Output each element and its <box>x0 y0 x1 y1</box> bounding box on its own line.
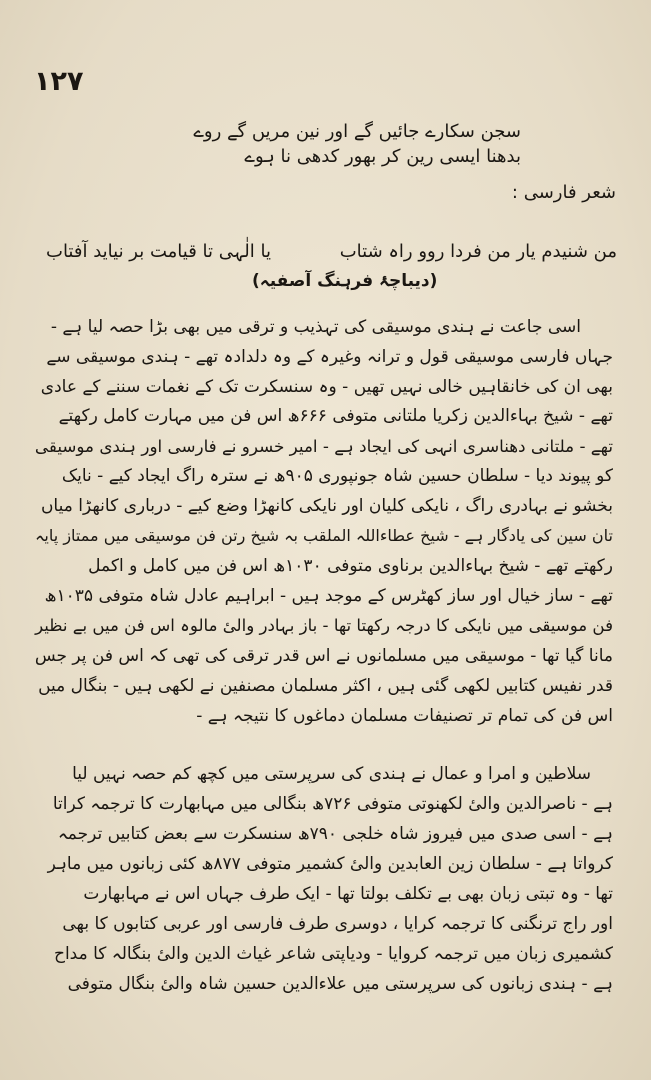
verse-line: سجن سکارے جائیں گے اور نین مریں گے روے <box>193 121 521 142</box>
paragraph-line: تھے - ساز خیال اور ساز کھٹرس کے موجد ہیں - ابراہیم عادل شاہ متوفی ۱۰۳۵ھ <box>44 586 613 606</box>
paragraph-line: اور راج ترنگنی کا ترجمہ کرایا ، دوسری طرف فارسی اور عربی کتابوں کا بھی <box>62 914 613 934</box>
persian-hemistich-left: یا الٰہی تا قیامت بر نیاید آفتاب <box>46 241 271 262</box>
source-reference: (دیباچۂ فرہنگ آصفیہ) <box>252 271 438 291</box>
verse-line: بدھنا ایسی رین کر بھور کدھی نا ہوے <box>244 146 521 167</box>
persian-hemistich-right: من شنیدم یار من فردا روو راہ شتاب <box>339 241 617 262</box>
paragraph-line: تھا - وہ تبتی زبان بھی بے تکلف بولتا تھا - ایک طرف جہاں اس نے مہابھارت <box>83 884 613 904</box>
paragraph-line: مانا گیا تھا - موسیقی میں مسلمانوں نے اس قدر ترقی کی تھی کہ اس فن پر جس <box>34 646 613 666</box>
paragraph-line: اسی جاعت نے ہندی موسیقی کی تہذیب و ترقی میں بھی بڑا حصہ لیا ہے - <box>50 317 581 337</box>
paragraph-line: ہے - ناصرالدین والیٔ لکھنوتی متوفی ۷۲۶ھ بنگالی میں مہابھارت کا ترجمہ کراتا <box>52 794 613 814</box>
paragraph-line: تھے - شیخ بہاءالدین زکریا ملتانی متوفی ۶۶۶ھ اس فن میں مہارت کامل رکھتے <box>58 406 613 426</box>
paragraph-line: رکھتے تھے - شیخ بہاءالدین برناوی متوفی ۱۰۳۰ھ اس فن میں کامل و اکمل <box>88 556 613 576</box>
paragraph-line: تھے - ملتانی دھناسری انہی کی ایجاد ہے - امیر خسرو نے فارسی اور ہندی موسیقی <box>34 436 613 456</box>
paragraph-line: کرواتا ہے - سلطان زین العابدین والیٔ کشمیر متوفی ۸۷۷ھ کئی زبانوں میں ماہر <box>47 854 613 874</box>
paragraph-line: ہے - اسی صدی میں فیروز شاہ خلجی ۷۹۰ھ سنسکرت سے بعض کتابیں ترجمہ <box>57 824 613 844</box>
paragraph-line: قدر نفیس کتابیں لکھی گئی ہیں ، اکثر مسلمان مصنفین نے لکھی ہیں - بنگال میں <box>38 676 613 696</box>
paragraph-line: جہاں فارسی موسیقی قول و ترانہ وغیرہ کے وہ دلدادہ تھے - ہندی موسیقی سے <box>46 347 613 367</box>
paragraph-line: کو پیوند دیا - سلطان حسین شاہ جونپوری ۹۰۵ھ نے سترہ راگ ایجاد کیے - نایک <box>61 466 613 486</box>
paragraph-line: اس فن کی تمام تر تصنیفات مسلمان دماغوں کا نتیجہ ہے - <box>196 706 613 726</box>
paragraph-line: ہے - ہندی زبانوں کی سرپرستی میں علاءالدین حسین شاہ والیٔ بنگال متوفی <box>67 974 613 994</box>
paragraph-line: بھی ان کی خانقاہیں خالی نہیں تھیں - وہ سنسکرت تک کے نغمات سننے کے عادی <box>40 377 613 397</box>
paragraph-line: سلاطین و امرا و عمال نے ہندی کی سرپرستی میں کچھ کم حصہ نہیں لیا <box>72 764 591 784</box>
paragraph-line: تان سین کی یادگار ہے - شیخ عطاءاللہ الملقب بہ شیخ رتن فن موسیقی میں ممتاز پایہ <box>35 526 613 545</box>
paragraph-line: فن موسیقی میں نایکی کا درجہ رکھتا تھا - باز بہادر والیٔ مالوہ اس فن میں بے نظیر <box>35 616 613 635</box>
persian-heading: شعر فارسی : <box>511 182 616 203</box>
paragraph-line: کشمیری زبان میں ترجمہ کروایا - ودیاپتی شاعر غیاث الدین والیٔ بنگالہ کا مداح <box>53 944 613 964</box>
page-number: ١٢٧ <box>34 66 84 97</box>
paragraph-line: بخشو نے بہادری راگ ، نایکی کلیان اور نایکی کانھڑا وضع کیے - درباری کانھڑا میاں <box>40 496 613 516</box>
